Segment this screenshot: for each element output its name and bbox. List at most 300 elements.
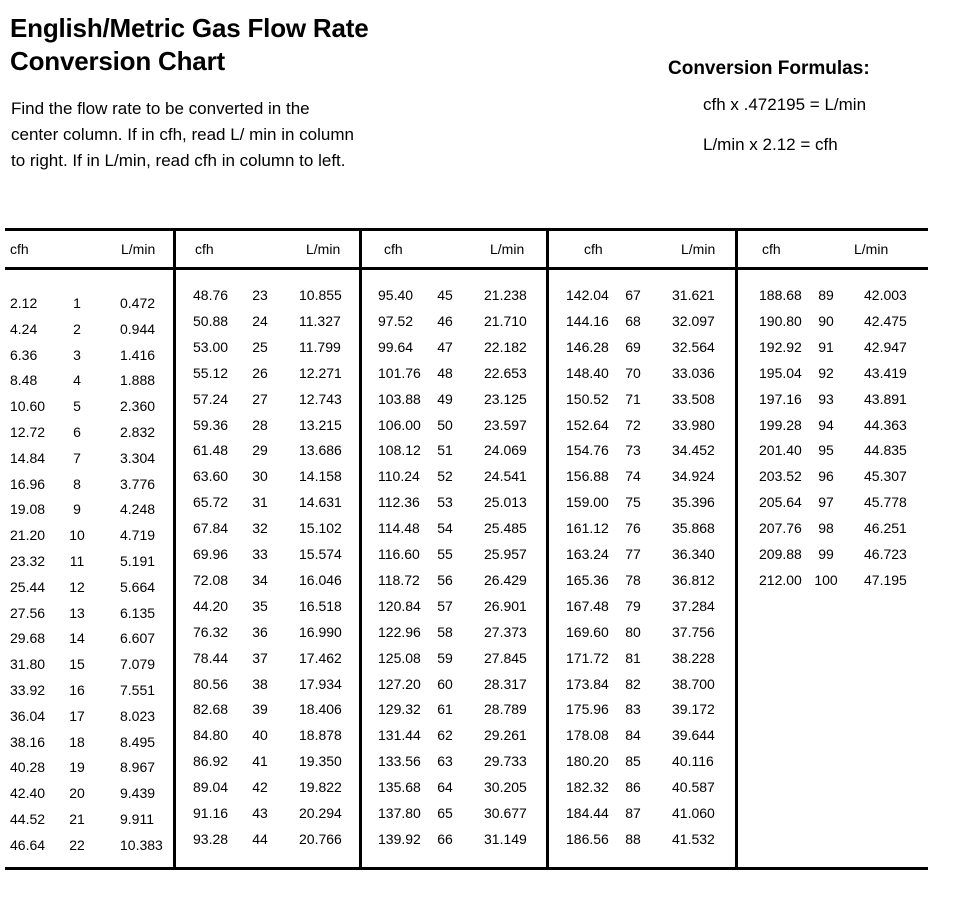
cfh-value: 61.48: [193, 442, 229, 459]
center-value: 88: [625, 830, 641, 847]
lmin-value: 30.205: [484, 779, 527, 796]
cfh-value: 139.92: [378, 830, 421, 847]
cfh-value: 142.04: [566, 287, 609, 303]
column-header: [174, 241, 360, 261]
table-row: [547, 417, 736, 437]
cfh-value: 42.40: [10, 785, 46, 802]
table-row: [547, 339, 736, 359]
lmin-value: 19.822: [299, 779, 342, 796]
center-value: 32: [252, 520, 268, 537]
table-row: [547, 598, 736, 618]
lmin-value: 5.664: [120, 578, 156, 595]
cfh-value: 163.24: [566, 546, 609, 562]
lmin-value: 42.003: [864, 287, 907, 303]
header-divider: [736, 267, 928, 270]
center-value: 31: [252, 494, 268, 511]
table-row: [5, 708, 174, 728]
table-row: [547, 727, 736, 747]
table-row: [360, 442, 547, 462]
table-row: [360, 417, 547, 437]
table-row: [5, 579, 174, 599]
table-row: [360, 624, 547, 644]
lmin-value: 33.980: [672, 416, 715, 433]
cfh-value: 122.96: [378, 623, 421, 640]
lmin-value: 46.723: [864, 546, 907, 562]
lmin-value: 42.475: [864, 312, 907, 329]
lmin-value: 0.472: [120, 295, 156, 311]
table-row: [5, 605, 174, 625]
table-row: [736, 417, 928, 437]
lmin-value: 37.756: [672, 623, 715, 640]
table-row: [547, 831, 736, 851]
cfh-value: 55.12: [193, 364, 229, 381]
lmin-value: 8.495: [120, 733, 156, 750]
center-value: 95: [818, 442, 834, 459]
table-row: [174, 417, 360, 437]
cfh-value: 209.88: [759, 546, 802, 562]
cfh-value: 186.56: [566, 830, 609, 847]
cfh-value: 19.08: [10, 501, 46, 518]
center-value: 100: [814, 571, 838, 588]
cfh-value: 50.88: [193, 312, 229, 329]
center-value: 14: [69, 630, 85, 647]
table-row: [736, 313, 928, 333]
table-row: [736, 520, 928, 540]
center-value: 54: [437, 520, 453, 537]
cfh-value: 16.96: [10, 475, 46, 492]
lmin-value: 45.307: [864, 468, 907, 485]
table-row: [547, 520, 736, 540]
lmin-value: 41.060: [672, 805, 715, 821]
lmin-value: 38.700: [672, 675, 715, 692]
table-row: [547, 468, 736, 488]
cfh-value: 101.76: [378, 364, 421, 381]
center-value: 25: [252, 338, 268, 355]
cfh-value: 118.72: [378, 571, 420, 588]
lmin-value: 32.564: [672, 338, 715, 355]
header-lmin: L/min: [306, 241, 341, 257]
lmin-value: 21.710: [484, 312, 527, 329]
center-value: 23: [252, 287, 268, 303]
center-value: 49: [437, 390, 453, 407]
cfh-value: 29.68: [10, 630, 46, 647]
center-value: 83: [625, 701, 641, 718]
table-row: [547, 701, 736, 721]
cfh-value: 112.36: [378, 494, 420, 511]
lmin-value: 7.551: [120, 682, 156, 698]
lmin-value: 31.149: [484, 830, 527, 847]
cfh-value: 84.80: [193, 727, 229, 744]
cfh-value: 190.80: [759, 312, 802, 329]
lmin-value: 32.097: [672, 312, 715, 329]
lmin-value: 3.304: [120, 449, 156, 466]
table-column-group: [174, 231, 360, 867]
center-value: 35: [252, 597, 268, 614]
lmin-value: 33.508: [672, 390, 715, 407]
lmin-value: 15.574: [299, 546, 342, 562]
center-value: 60: [437, 675, 453, 692]
cfh-value: 205.64: [759, 494, 802, 511]
table-row: [360, 546, 547, 566]
table-column-group: [736, 231, 928, 867]
table-row: [174, 624, 360, 644]
center-value: 30: [252, 468, 268, 485]
cfh-value: 36.04: [10, 707, 46, 724]
lmin-value: 12.743: [299, 390, 342, 407]
table-row: [5, 450, 174, 470]
cfh-value: 178.08: [566, 727, 609, 744]
center-value: 27: [252, 390, 268, 407]
center-value: 89: [818, 287, 834, 303]
center-value: 72: [625, 416, 641, 433]
center-value: 73: [625, 442, 641, 459]
table-row: [5, 811, 174, 831]
lmin-value: 31.621: [672, 287, 715, 303]
table-row: [5, 501, 174, 521]
table-row: [547, 391, 736, 411]
cfh-value: 161.12: [566, 520, 609, 537]
lmin-value: 8.023: [120, 707, 156, 724]
cfh-value: 169.60: [566, 623, 609, 640]
cfh-value: 159.00: [566, 494, 609, 511]
lmin-value: 23.597: [484, 416, 527, 433]
lmin-value: 28.789: [484, 701, 527, 718]
table-row: [5, 759, 174, 779]
center-value: 59: [437, 649, 453, 666]
lmin-value: 16.046: [299, 571, 342, 588]
header-divider: [547, 267, 736, 270]
lmin-value: 25.957: [484, 546, 527, 562]
lmin-value: 2.360: [120, 398, 156, 415]
lmin-value: 26.901: [484, 597, 527, 614]
lmin-value: 28.317: [484, 675, 527, 692]
lmin-value: 20.294: [299, 805, 342, 821]
center-value: 6: [73, 424, 81, 440]
cfh-value: 146.28: [566, 338, 609, 355]
cfh-value: 192.92: [759, 338, 802, 355]
formula-lmin-to-cfh: L/min x 2.12 = cfh: [703, 135, 838, 154]
center-value: 2: [73, 320, 81, 337]
cfh-value: 167.48: [566, 597, 609, 614]
center-value: 98: [818, 520, 834, 537]
cfh-value: 91.16: [193, 805, 229, 821]
center-value: 53: [437, 494, 453, 511]
cfh-value: 72.08: [193, 571, 229, 588]
table-column-group: [360, 231, 547, 867]
lmin-value: 24.541: [484, 468, 527, 485]
header-cfh: cfh: [584, 241, 603, 257]
lmin-value: 4.719: [120, 527, 156, 544]
table-row: [5, 424, 174, 444]
cfh-value: 4.24: [10, 320, 38, 337]
lmin-value: 17.934: [299, 675, 342, 692]
formula-cfh-to-lmin: cfh x .472195 = L/min: [703, 95, 867, 114]
cfh-value: 110.24: [378, 468, 420, 485]
center-value: 20: [69, 785, 85, 802]
cfh-value: 195.04: [759, 364, 802, 381]
table-row: [174, 753, 360, 773]
cfh-value: 44.52: [10, 811, 46, 827]
cfh-value: 2.12: [10, 295, 38, 311]
lmin-value: 34.452: [672, 442, 715, 459]
cfh-value: 125.08: [378, 649, 421, 666]
cfh-value: 40.28: [10, 759, 46, 776]
lmin-value: 42.947: [864, 338, 907, 355]
formulas-heading: Conversion Formulas:: [668, 58, 870, 79]
center-value: 46: [437, 312, 453, 329]
center-value: 42: [252, 779, 268, 796]
center-value: 80: [625, 623, 641, 640]
cfh-value: 46.64: [10, 836, 46, 853]
cfh-value: 133.56: [378, 753, 421, 770]
table-row: [5, 630, 174, 650]
header-divider: [174, 267, 360, 270]
lmin-value: 6.607: [120, 630, 156, 647]
lmin-value: 21.238: [484, 287, 527, 303]
lmin-value: 30.677: [484, 805, 527, 821]
center-value: 13: [69, 604, 85, 621]
table-row: [174, 650, 360, 670]
center-value: 26: [252, 364, 268, 381]
cfh-value: 135.68: [378, 779, 421, 796]
table-row: [360, 339, 547, 359]
lmin-value: 9.439: [120, 785, 156, 802]
lmin-value: 39.172: [672, 701, 715, 718]
center-value: 69: [625, 338, 641, 355]
lmin-value: 7.079: [120, 656, 156, 673]
center-value: 71: [625, 390, 641, 407]
cfh-value: 197.16: [759, 390, 802, 407]
lmin-value: 12.271: [299, 364, 342, 381]
table-row: [174, 494, 360, 514]
center-value: 68: [625, 312, 641, 329]
lmin-value: 25.485: [484, 520, 527, 537]
table-row: [736, 339, 928, 359]
cfh-value: 207.76: [759, 520, 802, 537]
center-value: 47: [437, 338, 453, 355]
lmin-value: 10.855: [299, 287, 342, 303]
center-value: 86: [625, 779, 641, 796]
page-title: [10, 12, 368, 78]
cfh-value: 173.84: [566, 675, 609, 692]
center-value: 9: [73, 501, 81, 518]
table-row: [547, 676, 736, 696]
center-value: 18: [69, 733, 85, 750]
table-column-group: [5, 231, 174, 867]
lmin-value: 34.924: [672, 468, 715, 485]
lmin-value: 18.878: [299, 727, 342, 744]
lmin-value: 8.967: [120, 759, 156, 776]
table-row: [736, 391, 928, 411]
lmin-value: 19.350: [299, 753, 342, 770]
center-value: 34: [252, 571, 268, 588]
lmin-value: 33.036: [672, 364, 715, 381]
center-value: 48: [437, 364, 453, 381]
cfh-value: 180.20: [566, 753, 609, 770]
center-value: 90: [818, 312, 834, 329]
table-row: [736, 546, 928, 566]
cfh-value: 82.68: [193, 701, 229, 718]
cfh-value: 165.36: [566, 571, 609, 588]
center-value: 82: [625, 675, 641, 692]
cfh-value: 199.28: [759, 416, 802, 433]
center-value: 55: [437, 546, 453, 562]
lmin-value: 22.182: [484, 338, 527, 355]
table-row: [174, 442, 360, 462]
cfh-value: 182.32: [566, 779, 609, 796]
cfh-value: 212.00: [759, 571, 802, 588]
table-row: [547, 287, 736, 307]
center-value: 64: [437, 779, 453, 796]
lmin-value: 23.125: [484, 390, 527, 407]
center-value: 44: [252, 830, 268, 847]
lmin-value: 36.340: [672, 546, 715, 562]
lmin-value: 43.419: [864, 364, 907, 381]
table-row: [5, 837, 174, 857]
conversion-table: [5, 228, 928, 870]
table-row: [360, 701, 547, 721]
cfh-value: 59.36: [193, 416, 229, 433]
table-row: [360, 779, 547, 799]
center-value: 1: [73, 295, 81, 311]
center-value: 79: [625, 597, 641, 614]
cfh-value: 103.88: [378, 390, 421, 407]
table-row: [547, 624, 736, 644]
cfh-value: 203.52: [759, 468, 802, 485]
cfh-value: 63.60: [193, 468, 229, 485]
cfh-value: 57.24: [193, 390, 229, 407]
table-row: [360, 287, 547, 307]
center-value: 41: [252, 753, 268, 770]
lmin-value: 11.327: [299, 312, 341, 329]
cfh-value: 127.20: [378, 675, 421, 692]
table-row: [547, 572, 736, 592]
table-row: [547, 442, 736, 462]
center-value: 12: [69, 578, 85, 595]
table-row: [174, 520, 360, 540]
center-value: 45: [437, 287, 453, 303]
table-row: [5, 734, 174, 754]
cfh-value: 93.28: [193, 830, 229, 847]
center-value: 39: [252, 701, 268, 718]
table-row: [547, 779, 736, 799]
cfh-value: 65.72: [193, 494, 229, 511]
lmin-value: 16.990: [299, 623, 342, 640]
lmin-value: 11.799: [299, 338, 341, 355]
lmin-value: 40.587: [672, 779, 715, 796]
table-row: [547, 546, 736, 566]
center-value: 29: [252, 442, 268, 459]
table-row: [360, 391, 547, 411]
center-value: 40: [252, 727, 268, 744]
lmin-value: 9.911: [120, 811, 154, 827]
header-lmin: L/min: [854, 241, 889, 257]
cfh-value: 10.60: [10, 398, 46, 415]
center-value: 28: [252, 416, 268, 433]
cfh-value: 184.44: [566, 805, 609, 821]
center-value: 61: [437, 701, 453, 718]
center-value: 4: [73, 372, 81, 389]
cfh-value: 106.00: [378, 416, 421, 433]
table-row: [360, 313, 547, 333]
lmin-value: 1.888: [120, 372, 156, 389]
center-value: 76: [625, 520, 641, 537]
table-row: [360, 753, 547, 773]
cfh-value: 150.52: [566, 390, 609, 407]
table-row: [174, 287, 360, 307]
center-value: 38: [252, 675, 268, 692]
lmin-value: 10.383: [120, 836, 163, 853]
lmin-value: 16.518: [299, 597, 342, 614]
lmin-value: 44.835: [864, 442, 907, 459]
lmin-value: 14.631: [299, 494, 342, 511]
cfh-value: 120.84: [378, 597, 421, 614]
lmin-value: 38.228: [672, 649, 715, 666]
table-row: [736, 287, 928, 307]
lmin-value: 18.406: [299, 701, 342, 718]
table-row: [174, 339, 360, 359]
cfh-value: 80.56: [193, 675, 229, 692]
table-row: [736, 468, 928, 488]
lmin-value: 3.776: [120, 475, 156, 492]
table-row: [547, 313, 736, 333]
lmin-value: 2.832: [120, 424, 156, 440]
center-value: 99: [818, 546, 834, 562]
header-lmin: L/min: [681, 241, 716, 257]
center-value: 16: [69, 682, 85, 698]
lmin-value: 20.766: [299, 830, 342, 847]
center-value: 92: [818, 364, 834, 381]
center-value: 3: [73, 346, 81, 363]
column-header: [5, 241, 174, 261]
cfh-value: 48.76: [193, 287, 229, 303]
center-value: 21: [69, 811, 85, 827]
table-row: [174, 365, 360, 385]
table-row: [360, 494, 547, 514]
table-row: [360, 365, 547, 385]
center-value: 37: [252, 649, 268, 666]
table-row: [174, 313, 360, 333]
table-row: [736, 442, 928, 462]
lmin-value: 46.251: [864, 520, 907, 537]
lmin-value: 43.891: [864, 390, 907, 407]
center-value: 62: [437, 727, 453, 744]
cfh-value: 76.32: [193, 623, 229, 640]
center-value: 36: [252, 623, 268, 640]
center-value: 15: [69, 656, 85, 673]
header-cfh: cfh: [195, 241, 214, 257]
lmin-value: 4.248: [120, 501, 156, 518]
table-row: [5, 527, 174, 547]
lmin-value: 6.135: [120, 604, 156, 621]
lmin-value: 13.215: [299, 416, 342, 433]
table-row: [5, 476, 174, 496]
cfh-value: 175.96: [566, 701, 609, 718]
table-row: [5, 398, 174, 418]
center-value: 19: [69, 759, 85, 776]
center-value: 94: [818, 416, 834, 433]
cfh-value: 144.16: [566, 312, 609, 329]
lmin-value: 13.686: [299, 442, 342, 459]
table-row: [174, 598, 360, 618]
center-value: 51: [437, 442, 453, 459]
table-row: [547, 753, 736, 773]
cfh-value: 171.72: [566, 649, 609, 666]
cfh-value: 129.32: [378, 701, 421, 718]
cfh-value: 53.00: [193, 338, 229, 355]
center-value: 50: [437, 416, 453, 433]
header-cfh: cfh: [10, 241, 29, 257]
